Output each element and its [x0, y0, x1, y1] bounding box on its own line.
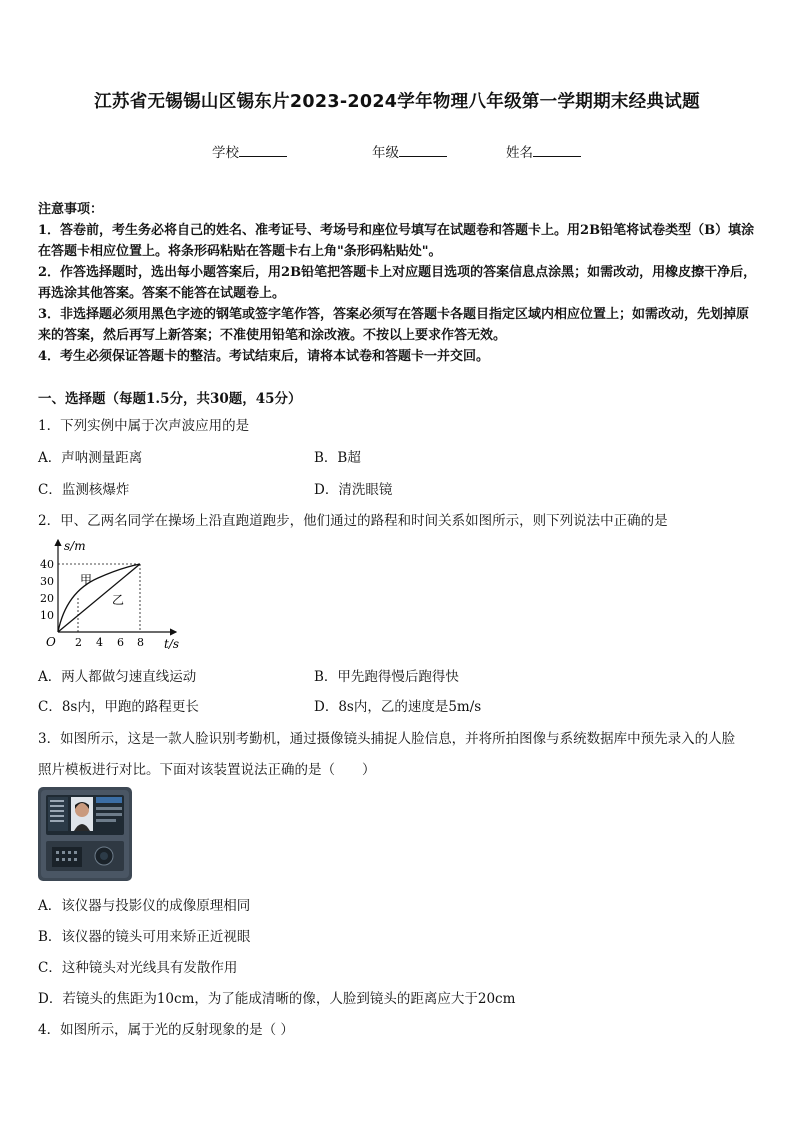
q1-option-c: C．监测核爆炸 — [38, 482, 130, 498]
notice-item: 2．作答选择题时，选出每小题答案后，用2B铅笔把答题卡上对应题目选项的答案信息点涂黑；如需改动，用橡皮擦干净后，再选涂其他答案。答案不能答在试题卷上。 — [38, 265, 757, 301]
school-field: 学校 — [212, 141, 287, 161]
q1-stem: 1．下列实例中属于次声波应用的是 — [38, 418, 250, 434]
notice-item: 3．非选择题必须用黑色字迹的钢笔或签字笔作答，答案必须写在答题卡各题目指定区域内相应位置上；如需改动，先划掉原来的答案，然后再写上新答案；不准使用铅笔和涂改液。不按以上要求作答无效。 — [38, 307, 750, 343]
q3-option-b: B．该仪器的镜头可用来矫正近视眼 — [38, 929, 251, 945]
exam-title: 江苏省无锡锡山区锡东片2023-2024学年物理八年级第一学期期末经典试题 — [94, 92, 700, 112]
face-recognition-device-image — [38, 787, 132, 881]
line-yi — [58, 564, 140, 632]
distance-time-graph — [36, 534, 186, 654]
q3-stem-line2: 照片模板进行对比。下面对该装置说法正确的是（ ） — [38, 762, 376, 778]
y-label: s/m — [64, 539, 86, 553]
y-tick: 20 — [40, 592, 54, 605]
y-tick: 10 — [40, 609, 54, 622]
y-tick: 40 — [40, 558, 54, 571]
q3-stem-line1: 3．如图所示，这是一款人脸识别考勤机，通过摄像镜头捕捉人脸信息，并将所拍图像与系统数据库中预先录入的人脸 — [38, 731, 736, 747]
y-tick: 30 — [40, 575, 54, 588]
x-tick: 2 — [75, 636, 82, 649]
q1-option-a: A．声呐测量距离 — [38, 450, 143, 466]
q2-option-d: D．8s内，乙的速度是5m/s — [314, 699, 482, 715]
grade-field: 年级 — [372, 141, 447, 161]
q2-option-a: A．两人都做匀速直线运动 — [38, 669, 197, 685]
label-jia: 甲 — [80, 573, 93, 587]
notice-item: 1．答卷前，考生务必将自己的姓名、准考证号、考场号和座位号填写在试题卷和答题卡上。用2B铅笔将试卷类型（B）填涂在答题卡相应位置上。将条形码粘贴在答题卡右上角"条形码粘贴处"。 — [38, 223, 755, 259]
notice-item: 4．考生必须保证答题卡的整洁。考试结束后，请将本试卷和答题卡一并交回。 — [38, 349, 490, 364]
x-tick: 8 — [137, 636, 144, 649]
label-yi: 乙 — [112, 593, 125, 607]
name-field: 姓名 — [506, 141, 581, 161]
x-tick: 4 — [96, 636, 103, 649]
q4-stem: 4．如图所示，属于光的反射现象的是（ ） — [38, 1022, 294, 1038]
q2-stem: 2．甲、乙两名同学在操场上沿直跑道跑步，他们通过的路程和时间关系如图所示，则下列说法中正确的是 — [38, 513, 668, 529]
q1-option-d: D．清洗眼镜 — [314, 482, 393, 498]
notice-block — [38, 199, 758, 367]
x-label: t/s — [164, 637, 180, 651]
q1-option-b: B．B超 — [314, 450, 361, 466]
x-tick: 6 — [117, 636, 124, 649]
q3-option-a: A．该仪器与投影仪的成像原理相同 — [38, 898, 251, 914]
q3-option-c: C．这种镜头对光线具有发散作用 — [38, 960, 238, 976]
q2-option-b: B．甲先跑得慢后跑得快 — [314, 669, 459, 685]
q3-option-d: D．若镜头的焦距为10cm，为了能成清晰的像，人脸到镜头的距离应大于20cm — [38, 991, 516, 1007]
origin-label: O — [46, 635, 56, 649]
q2-option-c: C．8s内，甲跑的路程更长 — [38, 699, 199, 715]
notice-heading: 注意事项： — [38, 202, 104, 217]
section-heading: 一、选择题（每题1.5分，共30题，45分） — [38, 391, 302, 407]
